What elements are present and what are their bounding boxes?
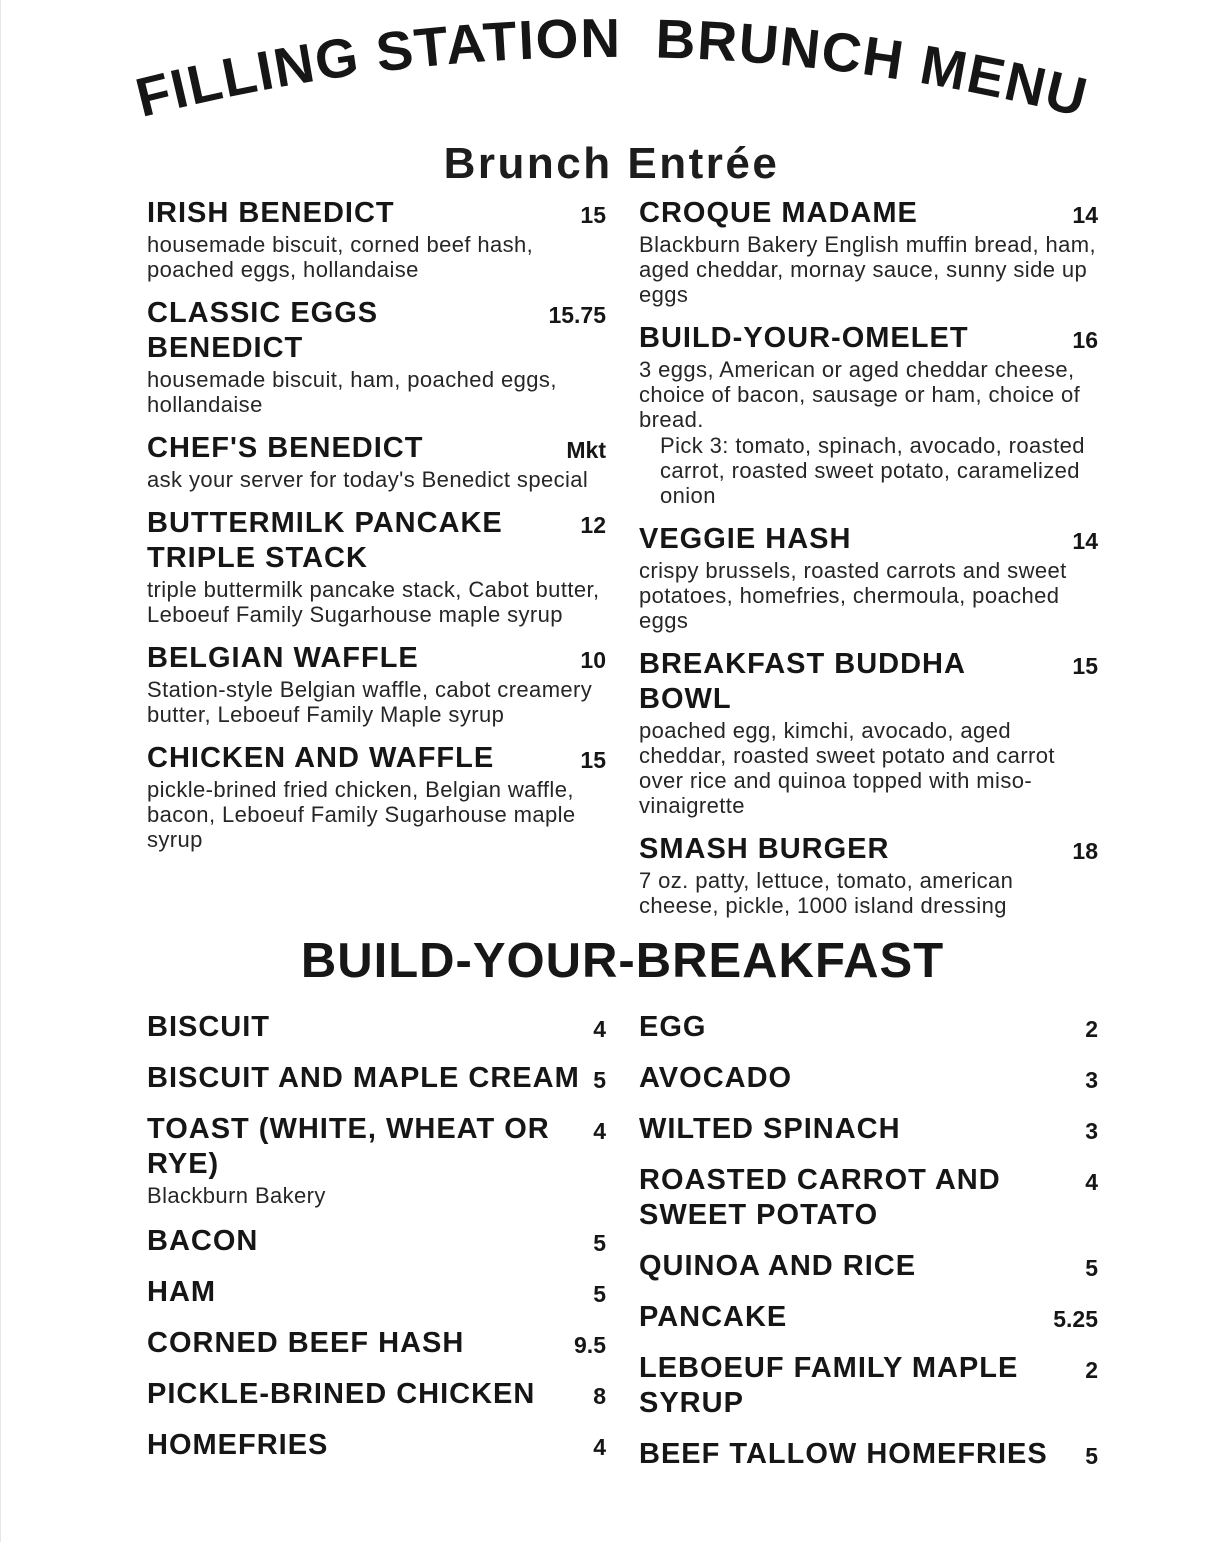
brunch-entree-right-column: [639, 196, 1098, 932]
brunch-entree-left-column: [147, 196, 606, 932]
menu-item: [147, 741, 606, 852]
menu-item-name: CLASSIC EGGS BENEDICT: [147, 297, 379, 365]
menu-item: [639, 1437, 1098, 1472]
brunch-entree-heading: Brunch Entrée: [443, 139, 780, 188]
menu-item-price: 4: [593, 1117, 606, 1144]
menu-item: [639, 1351, 1098, 1421]
menu-item-price: 8: [593, 1382, 606, 1409]
menu-item-note: Pick 3: tomato, spinach, avocado, roasted carrot, roasted sweet potato, caramelized onion: [660, 433, 1085, 509]
menu-item-price: 10: [580, 647, 606, 674]
menu-item-name: BUTTERMILK PANCAKE TRIPLE STACK: [147, 507, 503, 575]
menu-item-name: BREAKFAST BUDDHA BOWL: [639, 648, 965, 716]
menu-item-name: CHICKEN AND WAFFLE: [147, 742, 495, 775]
menu-item-price: 15: [580, 202, 606, 229]
menu-item-description: housemade biscuit, corned beef hash, poached eggs, hollandaise: [147, 232, 534, 283]
menu-item-name: BACON: [147, 1224, 259, 1257]
menu-item: [639, 647, 1098, 818]
menu-item-description: ask your server for today's Benedict special: [147, 467, 589, 493]
menu-item-name: PICKLE-BRINED CHICKEN: [147, 1377, 536, 1410]
menu-item: [639, 1112, 1098, 1147]
menu-item-name: BELGIAN WAFFLE: [147, 642, 419, 675]
menu-item-header: [639, 1437, 1098, 1472]
menu-item-header: [147, 1061, 606, 1096]
menu-item-description: Station-style Belgian waffle, cabot creamery butter, Leboeuf Family Maple syrup: [147, 677, 593, 728]
menu-item-name: CROQUE MADAME: [639, 197, 918, 230]
menu-item-name: SMASH BURGER: [639, 833, 890, 866]
menu-item-header: [147, 1377, 606, 1412]
menu-item: [147, 196, 606, 282]
menu-item-name: WILTED SPINACH: [639, 1112, 901, 1145]
svg-text:FILLING STATION BRUNCH MENU: [1, 0, 1177, 132]
menu-item-header: [639, 522, 1098, 557]
menu-item-description: pickle-brined fried chicken, Belgian waffle, bacon, Leboeuf Family Sugarhouse maple syrup: [147, 777, 576, 853]
menu-item-header: [639, 647, 1098, 717]
menu-item-price: 16: [1072, 327, 1098, 354]
menu-item-name: BUILD-YOUR-OMELET: [639, 322, 969, 355]
menu-page: [1, 0, 1222, 1542]
menu-item-name: QUINOA AND RICE: [639, 1249, 917, 1282]
menu-item-price: 12: [580, 512, 606, 539]
menu-item-header: [147, 1224, 606, 1259]
menu-item: [147, 1224, 606, 1259]
menu-item-header: [147, 1428, 606, 1463]
menu-item-name: BISCUIT AND MAPLE CREAM: [147, 1061, 580, 1094]
menu-item-price: 5: [593, 1066, 606, 1093]
menu-item-header: [639, 321, 1098, 356]
menu-item-price: 15: [1072, 653, 1098, 680]
menu-item-name: HAM: [147, 1275, 217, 1308]
menu-item: [147, 1112, 606, 1208]
menu-item-header: [639, 1010, 1098, 1045]
menu-item-header: [147, 1010, 606, 1045]
menu-item-header: [147, 431, 606, 466]
menu-item-price: 14: [1072, 202, 1098, 229]
menu-item-price: 5: [1085, 1442, 1098, 1469]
menu-item-price: 2: [1085, 1356, 1098, 1383]
menu-item-header: [147, 296, 606, 366]
menu-item: [639, 321, 1098, 508]
menu-item-header: [639, 1249, 1098, 1284]
menu-content: [147, 196, 1098, 1487]
menu-item-price: 4: [1085, 1168, 1098, 1195]
menu-item-price: Mkt: [566, 437, 606, 464]
menu-item: [147, 1428, 606, 1463]
menu-item-name: BEEF TALLOW HOMEFRIES: [639, 1437, 1048, 1470]
menu-item: [639, 522, 1098, 633]
menu-item-name: BISCUIT: [147, 1010, 270, 1043]
menu-item-header: [147, 641, 606, 676]
menu-item: [639, 196, 1098, 307]
menu-title-text: FILLING STATION BRUNCH MENU: [129, 6, 1095, 129]
menu-item-name: TOAST (WHITE, WHEAT OR RYE): [147, 1112, 550, 1180]
menu-item-header: [147, 1112, 606, 1182]
menu-item-name: ROASTED CARROT AND SWEET POTATO: [639, 1163, 1001, 1231]
menu-item-price: 3: [1085, 1117, 1098, 1144]
menu-item-description: poached egg, kimchi, avocado, aged cheddar, roasted sweet potato and carrot over rice and quinoa topped with miso-vinaigrette: [639, 718, 1055, 819]
menu-item-header: [639, 1351, 1098, 1421]
menu-item-description: housemade biscuit, ham, poached eggs, hollandaise: [147, 367, 557, 418]
menu-item-header: [639, 1163, 1098, 1233]
build-your-breakfast-left-column: [147, 1010, 606, 1488]
menu-item: [147, 1010, 606, 1045]
build-your-breakfast-grid: [147, 1010, 1098, 1488]
menu-item-description: triple buttermilk pancake stack, Cabot butter, Leboeuf Family Sugarhouse maple syrup: [147, 577, 600, 628]
build-your-breakfast-heading: BUILD-YOUR-BREAKFAST: [300, 934, 945, 989]
menu-item-description: 7 oz. patty, lettuce, tomato, american cheese, pickle, 1000 island dressing: [639, 868, 1014, 919]
menu-item: [639, 1249, 1098, 1284]
brunch-entree-grid: [147, 196, 1098, 932]
menu-item-name: VEGGIE HASH: [639, 523, 852, 556]
menu-item-header: [147, 506, 606, 576]
menu-item: [639, 1300, 1098, 1335]
menu-item-header: [639, 1061, 1098, 1096]
menu-item-description: crispy brussels, roasted carrots and sweet potatoes, homefries, chermoula, poached eggs: [639, 558, 1067, 634]
menu-item-price: 5.25: [1053, 1305, 1098, 1332]
menu-item-price: 4: [593, 1015, 606, 1042]
menu-item-description: Blackburn Bakery: [147, 1182, 326, 1208]
menu-item-name: LEBOEUF FAMILY MAPLE SYRUP: [639, 1351, 1019, 1419]
menu-item-header: [639, 1300, 1098, 1335]
menu-item-header: [147, 741, 606, 776]
menu-item-name: EGG: [639, 1010, 707, 1043]
menu-item: [147, 1275, 606, 1310]
menu-item-price: 9.5: [574, 1331, 606, 1358]
menu-item: [147, 1061, 606, 1096]
menu-item-header: [639, 196, 1098, 231]
menu-item-name: AVOCADO: [639, 1061, 793, 1094]
menu-item: [147, 1326, 606, 1361]
menu-item-description: 3 eggs, American or aged cheddar cheese, choice of bacon, sausage or ham, choice of bread.: [639, 357, 1081, 433]
menu-item: [147, 1377, 606, 1412]
menu-item-header: [147, 1326, 606, 1361]
menu-item-name: HOMEFRIES: [147, 1428, 329, 1461]
menu-item: [639, 832, 1098, 918]
build-your-breakfast-right-column: [639, 1010, 1098, 1488]
menu-item-price: 14: [1072, 528, 1098, 555]
menu-item-header: [639, 1112, 1098, 1147]
menu-item-price: 15.75: [548, 302, 606, 329]
menu-item: [147, 641, 606, 727]
menu-item-header: [147, 1275, 606, 1310]
arched-title-graphic: [1, 0, 1222, 150]
menu-item-description: Blackburn Bakery English muffin bread, ham, aged cheddar, mornay sauce, sunny side up eggs: [639, 232, 1097, 308]
menu-item-header: [147, 196, 606, 231]
menu-item-price: 15: [580, 747, 606, 774]
menu-item-price: 2: [1085, 1015, 1098, 1042]
menu-item-price: 4: [593, 1433, 606, 1460]
menu-item-name: CHEF'S BENEDICT: [147, 432, 424, 465]
menu-item: [639, 1010, 1098, 1045]
menu-item: [147, 296, 606, 417]
menu-item: [147, 506, 606, 627]
menu-item-name: CORNED BEEF HASH: [147, 1326, 465, 1359]
menu-item: [147, 431, 606, 492]
menu-item-name: PANCAKE: [639, 1300, 788, 1333]
menu-item-price: 18: [1072, 838, 1098, 865]
menu-item-header: [639, 832, 1098, 867]
menu-item-price: 5: [593, 1229, 606, 1256]
menu-item-name: IRISH BENEDICT: [147, 197, 395, 230]
menu-item-price: 5: [1085, 1254, 1098, 1281]
menu-item-price: 5: [593, 1280, 606, 1307]
menu-item: [639, 1163, 1098, 1233]
menu-item-price: 3: [1085, 1066, 1098, 1093]
menu-item: [639, 1061, 1098, 1096]
